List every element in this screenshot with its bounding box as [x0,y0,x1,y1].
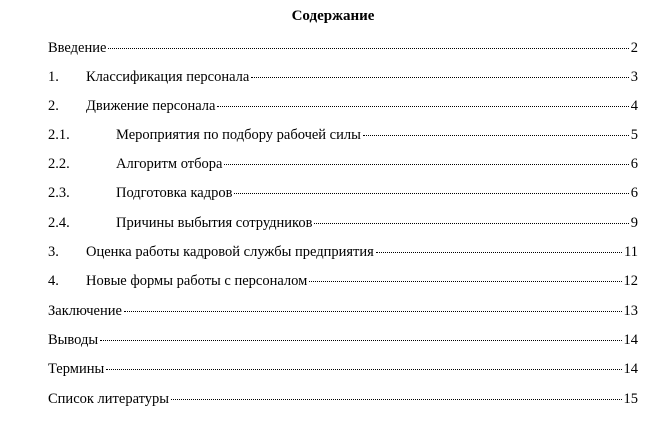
toc-entry-number: 2.4. [48,215,70,231]
toc-entry-findings[interactable] [48,330,638,350]
toc-dot-leader [106,369,621,370]
toc-title: Содержание [291,8,375,24]
toc-entry-label: Термины [48,361,105,377]
toc-dot-leader [234,193,628,194]
toc-entry-bibliography[interactable] [48,389,638,409]
toc-entry-page: 14 [623,361,638,377]
toc-dot-leader [171,399,621,400]
toc-entry-section-2-4[interactable] [48,213,638,233]
toc-dot-leader [217,106,628,107]
toc-entry-page: 9 [630,215,638,231]
toc-entry-section-2-2[interactable] [48,154,638,174]
toc-entry-number: 2.2. [48,156,70,172]
toc-entry-page: 6 [630,185,638,201]
toc-dot-leader [376,252,622,253]
toc-entry-number: 2. [48,98,59,114]
toc-entry-label: Список литературы [48,391,170,407]
toc-entry-label: Алгоритм отбора [116,156,223,172]
toc-entry-page: 3 [630,69,638,85]
toc-dot-leader [309,281,621,282]
toc-entry-page: 14 [623,332,638,348]
toc-entry-section-1[interactable] [48,67,638,87]
toc-entry-page: 6 [630,156,638,172]
toc-entry-label: Оценка работы кадровой службы предприятия [86,244,374,260]
toc-entry-section-2[interactable] [48,96,638,116]
toc-entry-section-2-3[interactable] [48,183,638,203]
toc-dot-leader [124,311,622,312]
toc-entry-introduction[interactable] [48,38,638,58]
toc-entry-section-3[interactable] [48,242,638,262]
toc-entry-number: 2.1. [48,127,70,143]
toc-entry-section-2-1[interactable] [48,125,638,145]
toc-dot-leader [251,77,628,78]
toc-entry-number: 1. [48,69,59,85]
toc-entry-page: 13 [623,303,638,319]
toc-entry-page: 12 [623,273,638,289]
toc-entry-page: 11 [624,244,638,260]
toc-entry-number: 3. [48,244,59,260]
toc-entry-terms[interactable] [48,359,638,379]
toc-dot-leader [100,340,621,341]
toc-entry-section-4[interactable] [48,271,638,291]
toc-entry-label: Введение [48,40,107,56]
toc-dot-leader [314,223,628,224]
toc-entry-label: Новые формы работы с персоналом [86,273,308,289]
toc-dot-leader [224,164,628,165]
toc-entry-number: 4. [48,273,59,289]
toc-entry-page: 2 [630,40,638,56]
toc-entry-label: Мероприятия по подбору рабочей силы [116,127,361,143]
toc-entry-label: Движение персонала [86,98,216,114]
toc-entry-label: Причины выбытия сотрудников [116,215,313,231]
toc-entry-label: Выводы [48,332,99,348]
toc-entry-label: Заключение [48,303,122,319]
toc-dot-leader [108,48,628,49]
toc-entry-number: 2.3. [48,185,70,201]
toc-entry-label: Подготовка кадров [116,185,233,201]
toc-entry-conclusion[interactable] [48,301,638,321]
toc-entry-label: Классификация персонала [86,69,250,85]
toc-entry-page: 4 [630,98,638,114]
toc-entry-page: 5 [630,127,638,143]
toc-dot-leader [363,135,629,136]
toc-entry-page: 15 [623,391,638,407]
